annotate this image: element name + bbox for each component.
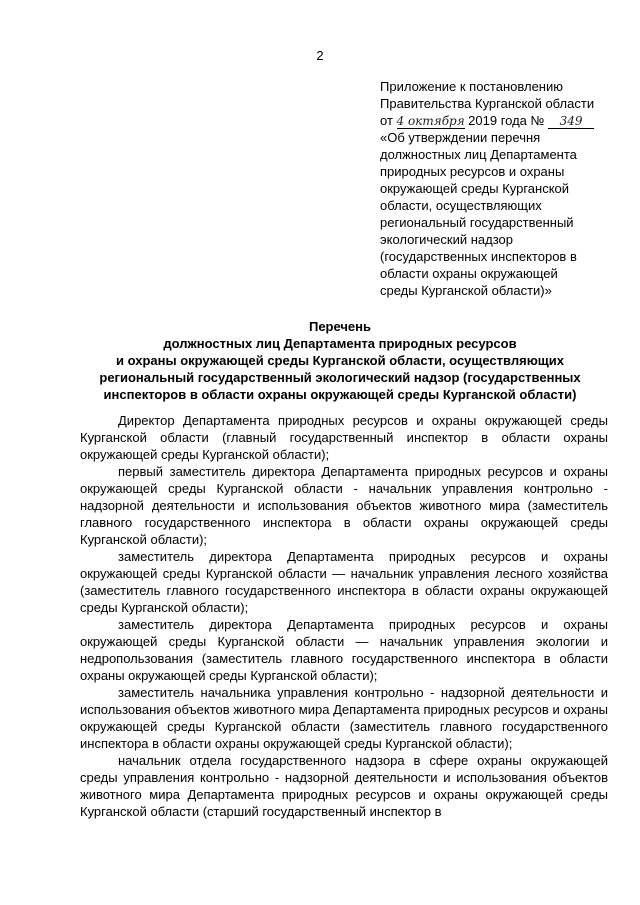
list-item-paragraph: первый заместитель директора Департамента природных ресурсов и охраны окружающей среды Курганской области - начальник управления контрольно - надзорной деятельности и использования объектов животного мира (заместитель главного государственного инспектора в области охраны окружающей среды Курганской области); <box>80 464 608 547</box>
appendix-title-line: экологический надзор <box>380 232 513 247</box>
page-number: 2 <box>316 48 324 63</box>
date-year: 2019 года № <box>468 113 545 128</box>
list-item-paragraph: Директор Департамента природных ресурсов и охраны окружающей среды Курганской области (главный государственный инспектор в области охраны окружающей среды Курганской области); <box>80 413 608 462</box>
appendix-title-line: области охраны окружающей <box>380 266 558 281</box>
list-item-paragraph: заместитель директора Департамента природных ресурсов и охраны окружающей среды Курганской области — начальник управления лесного хозяйства (заместитель главного государственного инспектора в области охраны окружающей среды Курганской области); <box>80 549 608 615</box>
appendix-title-line: области, осуществляющих <box>380 198 542 213</box>
list-item-paragraph: начальник отдела государственного надзора в сфере охраны окружающей среды управления контрольно - надзорной деятельности и использования объектов животного мира Департамента природных ресурсов и охраны окружающей среды Курганской области (старший государственный инспектор в <box>80 753 608 819</box>
appendix-title-line: региональный государственный <box>380 215 574 230</box>
list-heading <box>70 318 610 403</box>
appendix-line: Приложение к постановлению <box>380 79 563 94</box>
heading-line: и охраны окружающей среды Курганской области, осуществляющих <box>116 353 564 368</box>
heading-line: должностных лиц Департамента природных ресурсов <box>163 336 517 351</box>
appendix-block <box>380 78 628 299</box>
appendix-title-line: природных ресурсов и охраны <box>380 164 565 179</box>
heading-line: региональный государственный экологический надзор (государственных <box>99 370 581 385</box>
document-body <box>80 412 608 820</box>
heading-line: инспекторов в области охраны окружающей среды Курганской области) <box>103 387 577 402</box>
handwritten-date: 4 октября <box>396 114 465 128</box>
appendix-title-line: (государственных инспекторов в <box>380 249 577 264</box>
appendix-title-line: должностных лиц Департамента <box>380 147 577 162</box>
date-prefix: от <box>380 113 393 128</box>
appendix-date-line <box>380 112 628 129</box>
appendix-title-line: окружающей среды Курганской <box>380 181 570 196</box>
list-item-paragraph: заместитель начальника управления контрольно - надзорной деятельности и использования объектов животного мира Департамента природных ресурсов и охраны окружающей среды Курганской области (заместитель главного государственного инспектора в области охраны окружающей среды Курганской области); <box>80 685 608 751</box>
appendix-title-line: «Об утверждении перечня <box>380 130 541 145</box>
handwritten-number: 349 <box>548 114 594 129</box>
appendix-title-line: среды Курганской области)» <box>380 283 552 298</box>
list-item-paragraph: заместитель директора Департамента природных ресурсов и охраны окружающей среды Курганской области — начальник управления экологии и недропользования (заместитель главного государственного инспектора в области охраны окружающей среды Курганской области); <box>80 617 608 683</box>
heading-line: Перечень <box>308 319 372 334</box>
appendix-line: Правительства Курганской области <box>380 96 595 111</box>
